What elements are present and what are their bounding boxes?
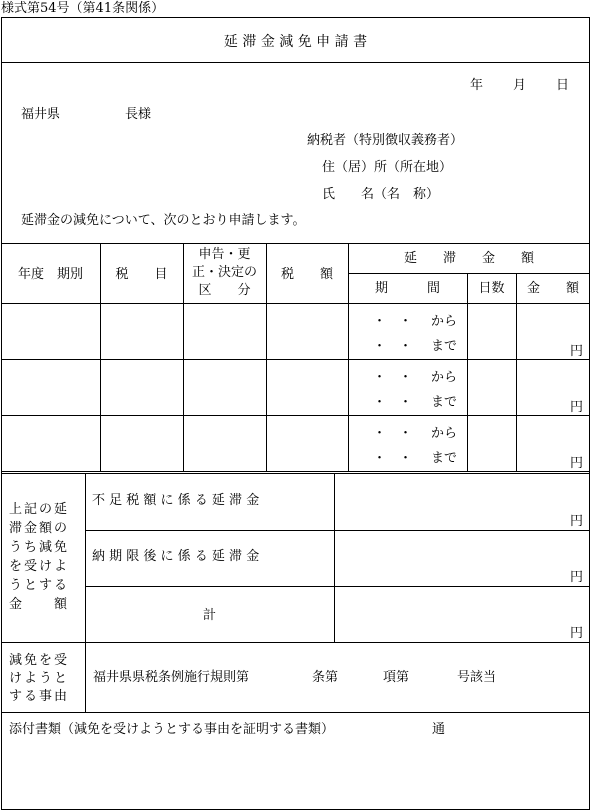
reduction-label-4: を受けよ: [9, 559, 70, 574]
form-title: 延 滞 金 減 免 申 請 書: [223, 34, 368, 50]
header-declaration-2: 正・決定の: [191, 265, 257, 280]
row3-yen: 円: [570, 456, 584, 471]
row1-to-dots: ・ ・: [373, 339, 413, 354]
reduction-label-line: [85, 474, 86, 712]
header-tax-amount: 税 額: [280, 267, 333, 282]
header-amount: 金 額: [526, 281, 579, 296]
row2-to-dots: ・ ・: [373, 395, 413, 410]
reason-label-2: けようと: [9, 671, 70, 686]
row3-from-dots: ・ ・: [373, 426, 413, 441]
form-number: 様式第54号（第41条関係）: [1, 1, 165, 16]
reduction-value-line: [334, 474, 335, 642]
divider-attachments: [1, 712, 590, 713]
reduction-item-shortfall: 不 足 税 額 に 係 る 延 滞 金: [92, 493, 260, 508]
header-declaration-1: 申告・更: [198, 247, 251, 262]
reduction-item-total-yen: 円: [570, 626, 584, 641]
header-tax-item: 税 目: [115, 267, 168, 282]
row1-from: から: [431, 314, 458, 329]
date-month: 月: [513, 78, 527, 93]
row2-yen: 円: [570, 400, 584, 415]
reduction-item-late-yen: 円: [570, 570, 584, 585]
row3-to-dots: ・ ・: [373, 451, 413, 466]
date-year: 年: [470, 78, 484, 93]
divider-reduction-1: [85, 530, 590, 531]
header-year-period: 年度 期別: [17, 267, 83, 282]
reduction-label-6: 金 額: [9, 597, 70, 612]
reason-paragraph: 項第: [383, 670, 410, 685]
row1-from-dots: ・ ・: [373, 314, 413, 329]
reason-item: 号該当: [457, 670, 497, 685]
reduction-label-1: 上記の延: [9, 502, 70, 517]
divider-table-top: [1, 243, 590, 244]
header-period: 期 間: [374, 281, 440, 296]
divider-reason: [1, 642, 590, 643]
addressee-prefecture: 福井県: [21, 107, 61, 122]
divider-row-1: [1, 303, 590, 304]
row2-from-dots: ・ ・: [373, 370, 413, 385]
attachments-label: 添付書類（減免を受けようとする事由を証明する書類）: [9, 722, 335, 737]
divider-row-3: [1, 415, 590, 416]
name-label: 氏 名（名 称）: [322, 187, 440, 202]
reduction-label-2: 滞金額の: [9, 521, 70, 536]
divider-reduction-2: [85, 586, 590, 587]
col-line-4: [348, 243, 349, 472]
application-form: [1, 17, 590, 810]
address-label: 住（居）所（所在地）: [322, 160, 453, 175]
divider-title: [1, 62, 590, 63]
divider-header-sub: [348, 273, 590, 274]
reason-label-3: する事由: [9, 689, 70, 704]
reason-regulation: 福井県県税条例施行規則第: [93, 670, 250, 685]
reduction-item-shortfall-yen: 円: [570, 514, 584, 529]
reduction-item-total: 計: [203, 608, 217, 623]
application-statement: 延滞金の減免について、次のとおり申請します。: [21, 213, 306, 228]
row1-yen: 円: [570, 344, 584, 359]
divider-row-2: [1, 359, 590, 360]
reduction-label-3: うち減免: [9, 540, 70, 555]
header-declaration-3: 区 分: [198, 283, 251, 298]
date-day: 日: [556, 78, 570, 93]
header-days: 日数: [478, 281, 505, 296]
row2-to: まで: [431, 395, 458, 410]
reason-article: 条第: [312, 670, 339, 685]
taxpayer-label: 納税者（特別徴収義務者）: [307, 133, 464, 148]
row2-from: から: [431, 370, 458, 385]
divider-double: [1, 471, 590, 474]
addressee-chief: 長様: [125, 107, 152, 122]
row3-to: まで: [431, 451, 458, 466]
reduction-item-late: 納 期 限 後 に 係 る 延 滞 金: [92, 549, 260, 564]
attachments-count: 通: [432, 722, 446, 737]
row1-to: まで: [431, 339, 458, 354]
header-late-fee-amount: 延 滞 金 額: [403, 251, 534, 266]
reduction-label-5: うとする: [9, 578, 70, 593]
row3-from: から: [431, 426, 458, 441]
reason-label-1: 減免を受: [9, 653, 70, 668]
